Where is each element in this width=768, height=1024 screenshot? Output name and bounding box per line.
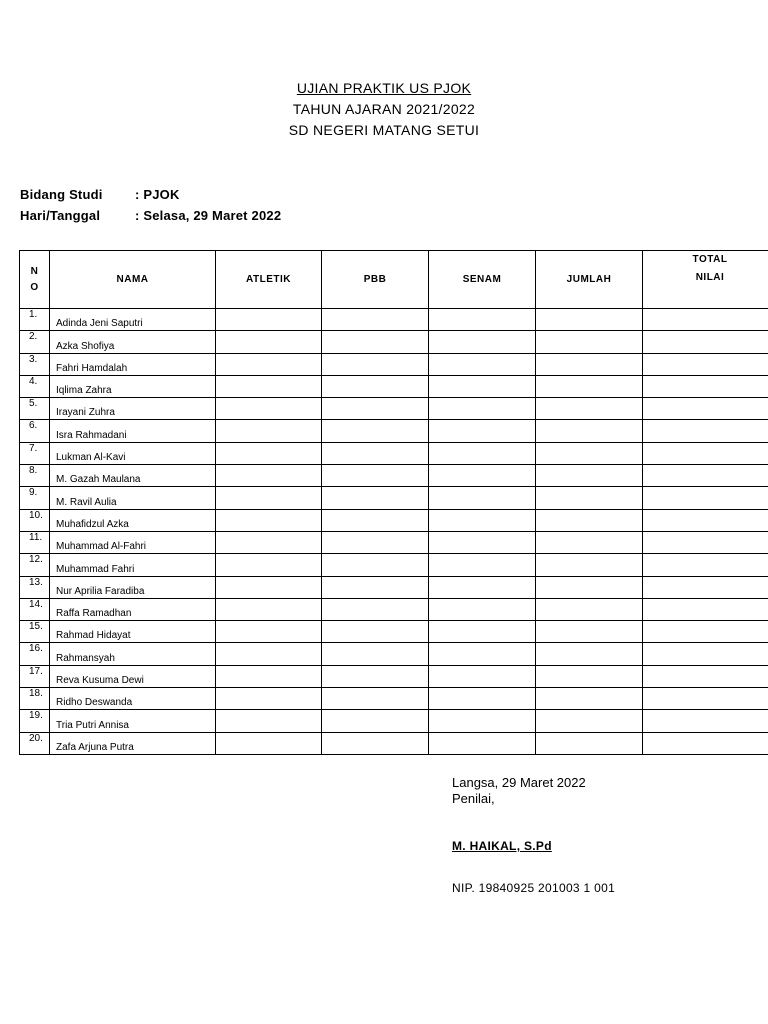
atletik-score-cell[interactable]	[216, 688, 322, 710]
senam-score-cell[interactable]	[429, 688, 536, 710]
pbb-score-cell[interactable]	[322, 375, 429, 397]
pbb-score-cell[interactable]	[322, 576, 429, 598]
pbb-score-cell[interactable]	[322, 531, 429, 553]
jumlah-score-cell[interactable]	[536, 353, 643, 375]
jumlah-score-cell[interactable]	[536, 576, 643, 598]
student-name: M. Ravil Aulia	[50, 487, 216, 509]
senam-score-cell[interactable]	[429, 398, 536, 420]
table-row	[20, 688, 768, 710]
senam-score-cell[interactable]	[429, 331, 536, 353]
senam-score-cell[interactable]	[429, 487, 536, 509]
table-row	[20, 710, 768, 732]
student-name: Lukman Al-Kavi	[50, 442, 216, 464]
row-number: 8.	[20, 465, 50, 487]
total-score-cell[interactable]	[643, 621, 768, 643]
total-score-cell[interactable]	[643, 309, 768, 331]
signature-block	[452, 775, 586, 807]
senam-score-cell[interactable]	[429, 621, 536, 643]
jumlah-score-cell[interactable]	[536, 665, 643, 687]
atletik-score-cell[interactable]	[216, 442, 322, 464]
senam-score-cell[interactable]	[429, 665, 536, 687]
table-row	[20, 576, 768, 598]
pbb-score-cell[interactable]	[322, 554, 429, 576]
jumlah-score-cell[interactable]	[536, 732, 643, 754]
student-name: Irayani Zuhra	[50, 398, 216, 420]
student-name: Nur Aprilia Faradiba	[50, 576, 216, 598]
student-name: Muhammad Fahri	[50, 554, 216, 576]
total-score-cell[interactable]	[643, 554, 768, 576]
table-row	[20, 554, 768, 576]
row-number: 10.	[20, 509, 50, 531]
pbb-score-cell[interactable]	[322, 509, 429, 531]
atletik-score-cell[interactable]	[216, 487, 322, 509]
atletik-score-cell[interactable]	[216, 375, 322, 397]
jumlah-score-cell[interactable]	[536, 465, 643, 487]
student-name: Raffa Ramadhan	[50, 598, 216, 620]
student-name: Isra Rahmadani	[50, 420, 216, 442]
pbb-score-cell[interactable]	[322, 732, 429, 754]
total-score-cell[interactable]	[643, 465, 768, 487]
row-number: 18.	[20, 688, 50, 710]
table-row	[20, 621, 768, 643]
total-score-cell[interactable]	[643, 732, 768, 754]
exam-title: UJIAN PRAKTIK US PJOK	[296, 80, 472, 96]
senam-score-cell[interactable]	[429, 710, 536, 732]
student-name: Azka Shofiya	[50, 331, 216, 353]
atletik-score-cell[interactable]	[216, 598, 322, 620]
row-number: 1.	[20, 309, 50, 331]
total-score-cell[interactable]	[643, 531, 768, 553]
pbb-score-cell[interactable]	[322, 688, 429, 710]
atletik-score-cell[interactable]	[216, 665, 322, 687]
student-name: Muhafidzul Azka	[50, 509, 216, 531]
table-row	[20, 487, 768, 509]
row-number: 20.	[20, 732, 50, 754]
row-number: 14.	[20, 598, 50, 620]
subject-row	[20, 187, 180, 202]
total-score-cell[interactable]	[643, 598, 768, 620]
column-header-senam: SENAM	[429, 251, 536, 309]
column-header-no	[20, 251, 50, 309]
senam-score-cell[interactable]	[429, 442, 536, 464]
pbb-score-cell[interactable]	[322, 621, 429, 643]
student-name: Ridho Deswanda	[50, 688, 216, 710]
date-row	[20, 208, 281, 223]
student-name: Rahmansyah	[50, 643, 216, 665]
row-number: 2.	[20, 331, 50, 353]
table-row	[20, 665, 768, 687]
atletik-score-cell[interactable]	[216, 531, 322, 553]
atletik-score-cell[interactable]	[216, 353, 322, 375]
senam-score-cell[interactable]	[429, 509, 536, 531]
date-label: Hari/Tanggal	[20, 208, 101, 223]
atletik-score-cell[interactable]	[216, 465, 322, 487]
student-name: Zafa Arjuna Putra	[50, 732, 216, 754]
document-title	[0, 78, 768, 141]
school-name: SD NEGERI MATANG SETUI	[288, 122, 480, 138]
row-number: 7.	[20, 442, 50, 464]
pbb-score-cell[interactable]	[322, 353, 429, 375]
row-number: 5.	[20, 398, 50, 420]
column-header-atletik: ATLETIK	[216, 251, 322, 309]
pbb-score-cell[interactable]	[322, 442, 429, 464]
signature-place-date: Langsa, 29 Maret 2022	[452, 775, 586, 790]
jumlah-score-cell[interactable]	[536, 643, 643, 665]
student-name: Reva Kusuma Dewi	[50, 665, 216, 687]
table-row	[20, 531, 768, 553]
total-score-cell[interactable]	[643, 420, 768, 442]
student-name: Fahri Hamdalah	[50, 353, 216, 375]
pbb-score-cell[interactable]	[322, 487, 429, 509]
senam-score-cell[interactable]	[429, 643, 536, 665]
jumlah-score-cell[interactable]	[536, 309, 643, 331]
total-score-cell[interactable]	[643, 398, 768, 420]
total-score-cell[interactable]	[643, 576, 768, 598]
senam-score-cell[interactable]	[429, 309, 536, 331]
row-number: 15.	[20, 621, 50, 643]
jumlah-score-cell[interactable]	[536, 509, 643, 531]
atletik-score-cell[interactable]	[216, 710, 322, 732]
table-row	[20, 442, 768, 464]
row-number: 19.	[20, 710, 50, 732]
row-number: 17.	[20, 665, 50, 687]
table-row	[20, 643, 768, 665]
student-name: M. Gazah Maulana	[50, 465, 216, 487]
table-body	[20, 309, 768, 755]
jumlah-score-cell[interactable]	[536, 442, 643, 464]
jumlah-score-cell[interactable]	[536, 621, 643, 643]
senam-score-cell[interactable]	[429, 375, 536, 397]
pbb-score-cell[interactable]	[322, 331, 429, 353]
atletik-score-cell[interactable]	[216, 509, 322, 531]
row-number: 13.	[20, 576, 50, 598]
total-score-cell[interactable]	[643, 442, 768, 464]
jumlah-score-cell[interactable]	[536, 398, 643, 420]
pbb-score-cell[interactable]	[322, 420, 429, 442]
row-number: 9.	[20, 487, 50, 509]
student-name: Tria Putri Annisa	[50, 710, 216, 732]
column-header-total	[643, 251, 768, 309]
row-number: 3.	[20, 353, 50, 375]
total-score-cell[interactable]	[643, 353, 768, 375]
atletik-score-cell[interactable]	[216, 554, 322, 576]
pbb-score-cell[interactable]	[322, 598, 429, 620]
academic-year: TAHUN AJARAN 2021/2022	[292, 101, 476, 117]
table-row	[20, 509, 768, 531]
atletik-score-cell[interactable]	[216, 621, 322, 643]
pbb-score-cell[interactable]	[322, 309, 429, 331]
total-score-cell[interactable]	[643, 331, 768, 353]
column-header-pbb: PBB	[322, 251, 429, 309]
column-header-total-line1: TOTAL	[692, 254, 728, 265]
jumlah-score-cell[interactable]	[536, 531, 643, 553]
atletik-score-cell[interactable]	[216, 643, 322, 665]
senam-score-cell[interactable]	[429, 420, 536, 442]
pbb-score-cell[interactable]	[322, 665, 429, 687]
subject-value: : PJOK	[135, 187, 180, 202]
senam-score-cell[interactable]	[429, 465, 536, 487]
total-score-cell[interactable]	[643, 710, 768, 732]
total-score-cell[interactable]	[643, 509, 768, 531]
table-row	[20, 420, 768, 442]
total-score-cell[interactable]	[643, 688, 768, 710]
atletik-score-cell[interactable]	[216, 331, 322, 353]
column-header-jumlah: JUMLAH	[536, 251, 643, 309]
senam-score-cell[interactable]	[429, 598, 536, 620]
pbb-score-cell[interactable]	[322, 643, 429, 665]
atletik-score-cell[interactable]	[216, 309, 322, 331]
pbb-score-cell[interactable]	[322, 710, 429, 732]
row-number: 4.	[20, 375, 50, 397]
table-row	[20, 398, 768, 420]
jumlah-score-cell[interactable]	[536, 710, 643, 732]
column-header-no-line2: O	[30, 281, 39, 293]
table-row	[20, 331, 768, 353]
atletik-score-cell[interactable]	[216, 576, 322, 598]
signer-name: M. HAIKAL, S.Pd	[452, 839, 552, 853]
row-number: 6.	[20, 420, 50, 442]
table-row	[20, 309, 768, 331]
jumlah-score-cell[interactable]	[536, 487, 643, 509]
senam-score-cell[interactable]	[429, 554, 536, 576]
jumlah-score-cell[interactable]	[536, 331, 643, 353]
jumlah-score-cell[interactable]	[536, 554, 643, 576]
jumlah-score-cell[interactable]	[536, 598, 643, 620]
column-header-total-line2: NILAI	[695, 272, 725, 283]
pbb-score-cell[interactable]	[322, 398, 429, 420]
subject-label: Bidang Studi	[20, 187, 103, 202]
score-table	[19, 250, 768, 755]
signer-nip: NIP. 19840925 201003 1 001	[452, 881, 616, 895]
jumlah-score-cell[interactable]	[536, 688, 643, 710]
row-number: 16.	[20, 643, 50, 665]
table-row	[20, 353, 768, 375]
row-number: 12.	[20, 554, 50, 576]
row-number: 11.	[20, 531, 50, 553]
jumlah-score-cell[interactable]	[536, 420, 643, 442]
table-row	[20, 375, 768, 397]
table-row	[20, 465, 768, 487]
senam-score-cell[interactable]	[429, 576, 536, 598]
date-value: : Selasa, 29 Maret 2022	[135, 208, 282, 223]
table-row	[20, 598, 768, 620]
student-name: Iqlima Zahra	[50, 375, 216, 397]
total-score-cell[interactable]	[643, 665, 768, 687]
column-header-nama: NAMA	[50, 251, 216, 309]
signature-role: Penilai,	[452, 791, 495, 806]
student-name: Muhammad Al-Fahri	[50, 531, 216, 553]
student-name: Adinda Jeni Saputri	[50, 309, 216, 331]
column-header-no-line1: N	[30, 265, 39, 277]
senam-score-cell[interactable]	[429, 531, 536, 553]
atletik-score-cell[interactable]	[216, 398, 322, 420]
student-name: Rahmad Hidayat	[50, 621, 216, 643]
pbb-score-cell[interactable]	[322, 465, 429, 487]
atletik-score-cell[interactable]	[216, 732, 322, 754]
total-score-cell[interactable]	[643, 643, 768, 665]
atletik-score-cell[interactable]	[216, 420, 322, 442]
total-score-cell[interactable]	[643, 487, 768, 509]
total-score-cell[interactable]	[643, 375, 768, 397]
senam-score-cell[interactable]	[429, 353, 536, 375]
senam-score-cell[interactable]	[429, 732, 536, 754]
jumlah-score-cell[interactable]	[536, 375, 643, 397]
table-row	[20, 732, 768, 754]
table-header-row	[20, 251, 768, 309]
